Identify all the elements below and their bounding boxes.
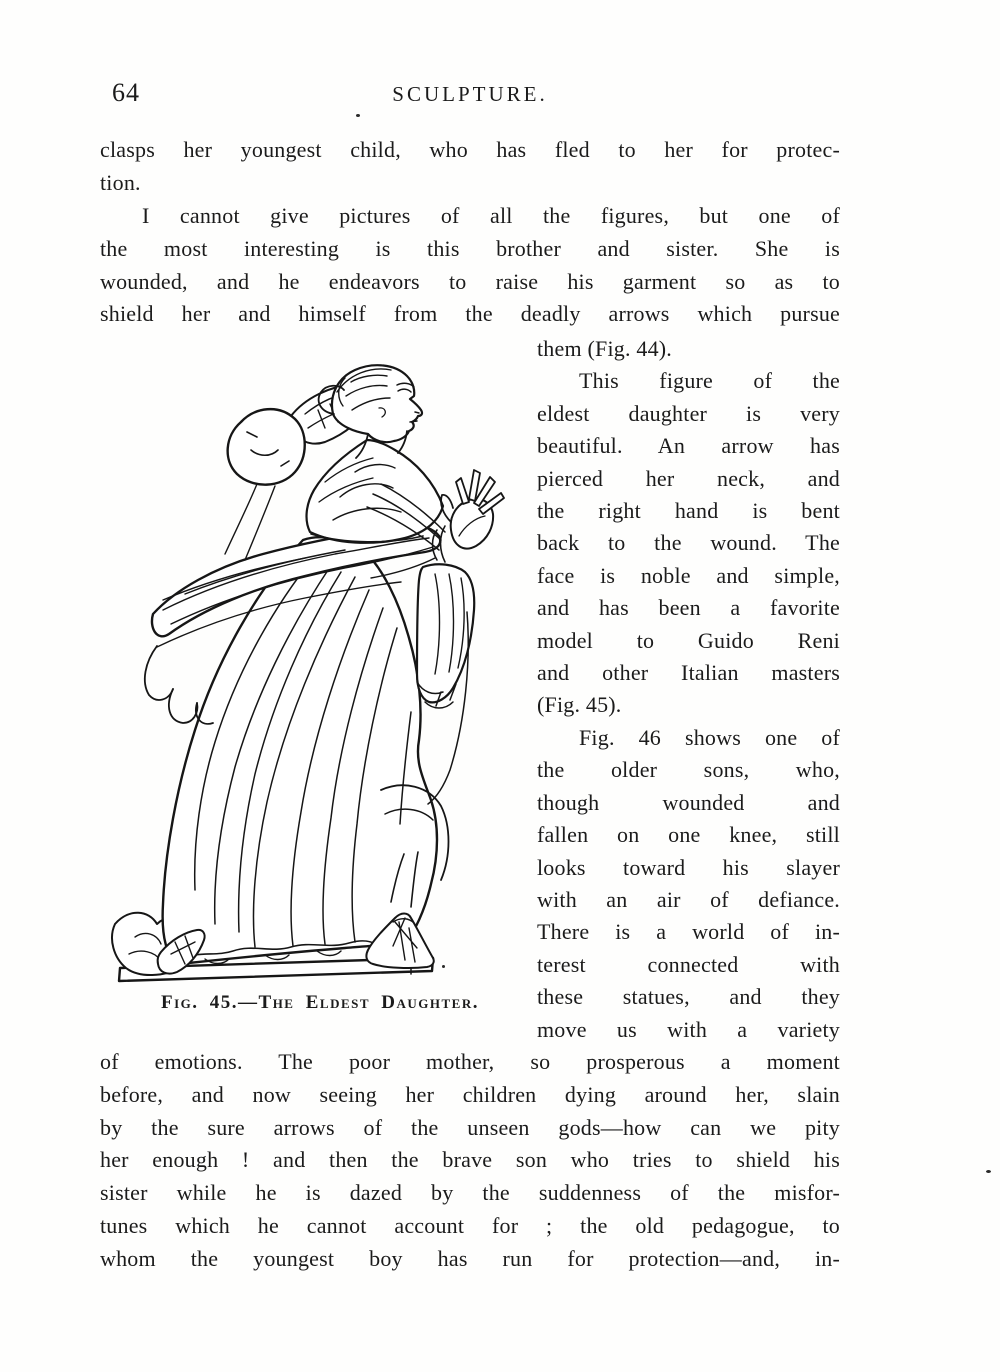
running-title: SCULPTURE. (392, 82, 548, 106)
scan-speck (986, 1170, 991, 1173)
text-line: whom the youngest boy has run for protection—and, in- (100, 1245, 840, 1271)
text-line: back to the wound. The (537, 530, 840, 556)
text-line: before, and now seeing her children dying around her, slain (100, 1081, 840, 1107)
paragraph-continuation (100, 134, 840, 200)
scan-speck (356, 114, 360, 117)
text-line: Fig. 46 shows one of (579, 724, 840, 750)
scan-speck (442, 965, 445, 968)
text-line: looks toward his slayer (537, 854, 840, 880)
figure-45 (105, 362, 535, 990)
paragraph-two (100, 200, 840, 331)
text-line: tunes which he cannot account for ; the old pedagogue, to (100, 1212, 840, 1238)
text-line: the older sons, who, (537, 757, 840, 783)
text-line: though wounded and (537, 789, 840, 815)
text-line: terest connected with (537, 951, 840, 977)
figure-caption: Fig. 45.—The Eldest Daughter. (161, 992, 479, 1013)
text-line: by the sure arrows of the unseen gods—how can we pity (100, 1114, 840, 1140)
text-line: (Fig. 45). (537, 692, 622, 718)
text-line: I cannot give pictures of all the figures, but one of (142, 203, 840, 228)
paragraph-bottom (100, 1046, 840, 1276)
text-line: beautiful. An arrow has (537, 433, 840, 459)
text-line: tion. (100, 169, 141, 195)
statue-illustration (105, 362, 535, 990)
text-line: eldest daughter is very (537, 400, 840, 426)
text-line: and has been a favorite (537, 595, 840, 621)
text-line: these statues, and they (537, 984, 840, 1010)
text-line: This figure of the (579, 368, 840, 394)
text-line: shield her and himself from the deadly arrows which pursue (100, 301, 840, 327)
text-line: model to Guido Reni (537, 627, 840, 653)
text-line: the right hand is bent (537, 498, 840, 524)
text-line: the most interesting is this brother and sister. She is (100, 235, 840, 261)
text-line: her enough ! and then the brave son who tries to shield his (100, 1147, 840, 1173)
text-line: clasps her youngest child, who has fled to her for protec- (100, 137, 840, 162)
text-line: of emotions. The poor mother, so prosperous a moment (100, 1049, 840, 1074)
text-line: move us with a variety (537, 1016, 840, 1042)
text-line: them (Fig. 44). (537, 336, 672, 361)
text-line: sister while he is dazed by the suddenness of the misfor- (100, 1180, 840, 1206)
text-line: pierced her neck, and (537, 465, 840, 491)
text-line: wounded, and he endeavors to raise his garment so as to (100, 268, 840, 294)
text-line: face is noble and simple, (537, 562, 840, 588)
text-line: and other Italian masters (537, 660, 840, 686)
text-line: There is a world of in- (537, 919, 840, 945)
right-text-column (537, 333, 840, 1046)
text-line: with an air of defiance. (537, 886, 840, 912)
text-line: fallen on one knee, still (537, 822, 840, 848)
page-number: 64 (112, 78, 140, 107)
